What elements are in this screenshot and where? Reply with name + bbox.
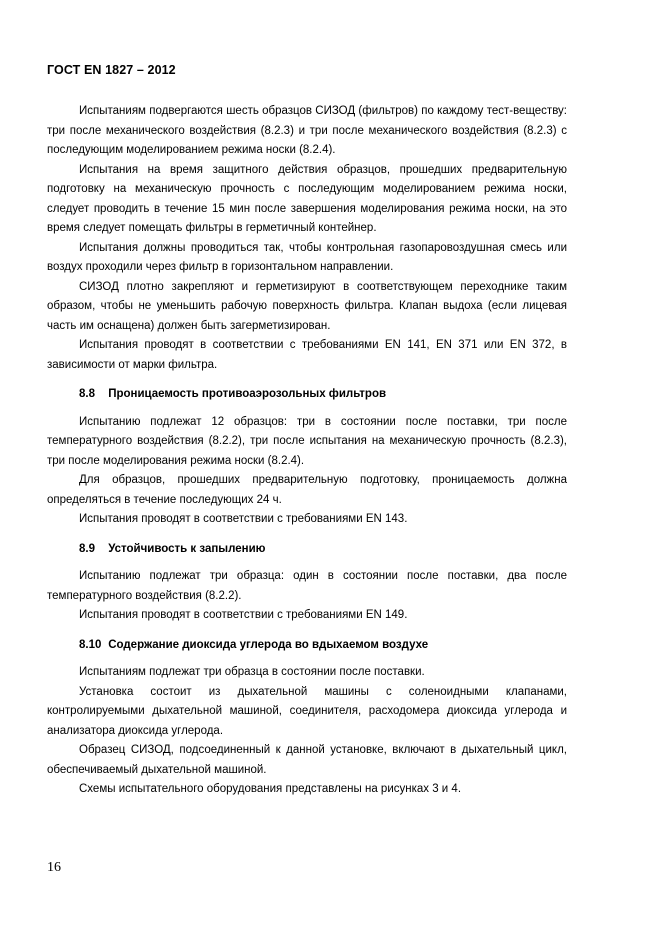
paragraph: Установка состоит из дыхательной машины с соленоидными клапанами, контролируемыми дыхательной машиной, соединителя, расходомера диоксида углерода и анализатора диоксида углерода. (47, 685, 567, 737)
paragraph: Испытания должны проводиться так, чтобы контрольная газопаровоздушная смесь или воздух проходили через фильтр в горизонтальном направлении. (47, 241, 567, 273)
section-heading-8-9 (47, 540, 567, 560)
paragraph: Испытаниям подлежат три образца в состоянии после поставки. (79, 666, 425, 678)
section-title: Проницаемость противоаэрозольных фильтров (108, 388, 387, 400)
paragraph: Испытанию подлежат три образца: один в состоянии после поставки, два после температурного воздействия (8.2.2). (47, 570, 567, 602)
paragraph: Образец СИЗОД, подсоединенный к данной установке, включают в дыхательный цикл, обеспечиваемый дыхательной машиной. (47, 744, 567, 776)
section-number: 8.10 (79, 638, 102, 651)
section-number: 8.9 (79, 542, 95, 555)
paragraph: Испытания проводят в соответствии с требованиями EN 141, EN 371 или EN 372, в зависимости от марки фильтра. (47, 339, 567, 371)
paragraph: Испытания на время защитного действия образцов, прошедших предварительную подготовку на механическую прочность с последующим моделированием режима носки, следует проводить в течение 15 мин после завершения моделирования режима носки, на это время следует помещать фильтры в герметичный контейнер. (47, 163, 567, 234)
document-header: ГОСТ EN 1827 – 2012 (47, 63, 176, 77)
paragraph: СИЗОД плотно закрепляют и герметизируют в соответствующем переходнике таким образом, чтобы не уменьшить рабочую поверхность фильтра. Клапан выдоха (если лицевая часть им оснащена) должен быть загерметизирован. (47, 280, 567, 332)
paragraph: Испытания проводят в соответствии с требованиями EN 149. (79, 609, 408, 621)
section-title: Устойчивость к запылению (108, 542, 266, 555)
section-heading-8-10 (47, 636, 567, 656)
paragraph: Для образцов, прошедших предварительную подготовку, проницаемость должна определяться в течение последующих 24 ч. (47, 474, 567, 506)
section-title: Содержание диоксида углерода во вдыхаемом воздухе (108, 638, 429, 651)
section-heading-8-8 (47, 385, 567, 405)
document-body (47, 102, 567, 800)
paragraph: Испытания проводят в соответствии с требованиями EN 143. (79, 513, 408, 525)
page-number: 16 (47, 860, 61, 875)
paragraph: Испытанию подлежат 12 образцов: три в состоянии после поставки, три после температурного воздействия (8.2.2), три после испытания на механическую прочность (8.2.3), три после моделирования режима носки (8.2.4). (47, 415, 567, 467)
section-number: 8.8 (79, 388, 95, 400)
paragraph: Испытаниям подвергаются шесть образцов СИЗОД (фильтров) по каждому тест-веществу: три после механического воздействия (8.2.3) и три после механического воздействия (8.2.3) с последующим моделированием режима носки (8.2.4). (47, 105, 567, 156)
paragraph: Схемы испытательного оборудования представлены на рисунках 3 и 4. (79, 783, 462, 795)
